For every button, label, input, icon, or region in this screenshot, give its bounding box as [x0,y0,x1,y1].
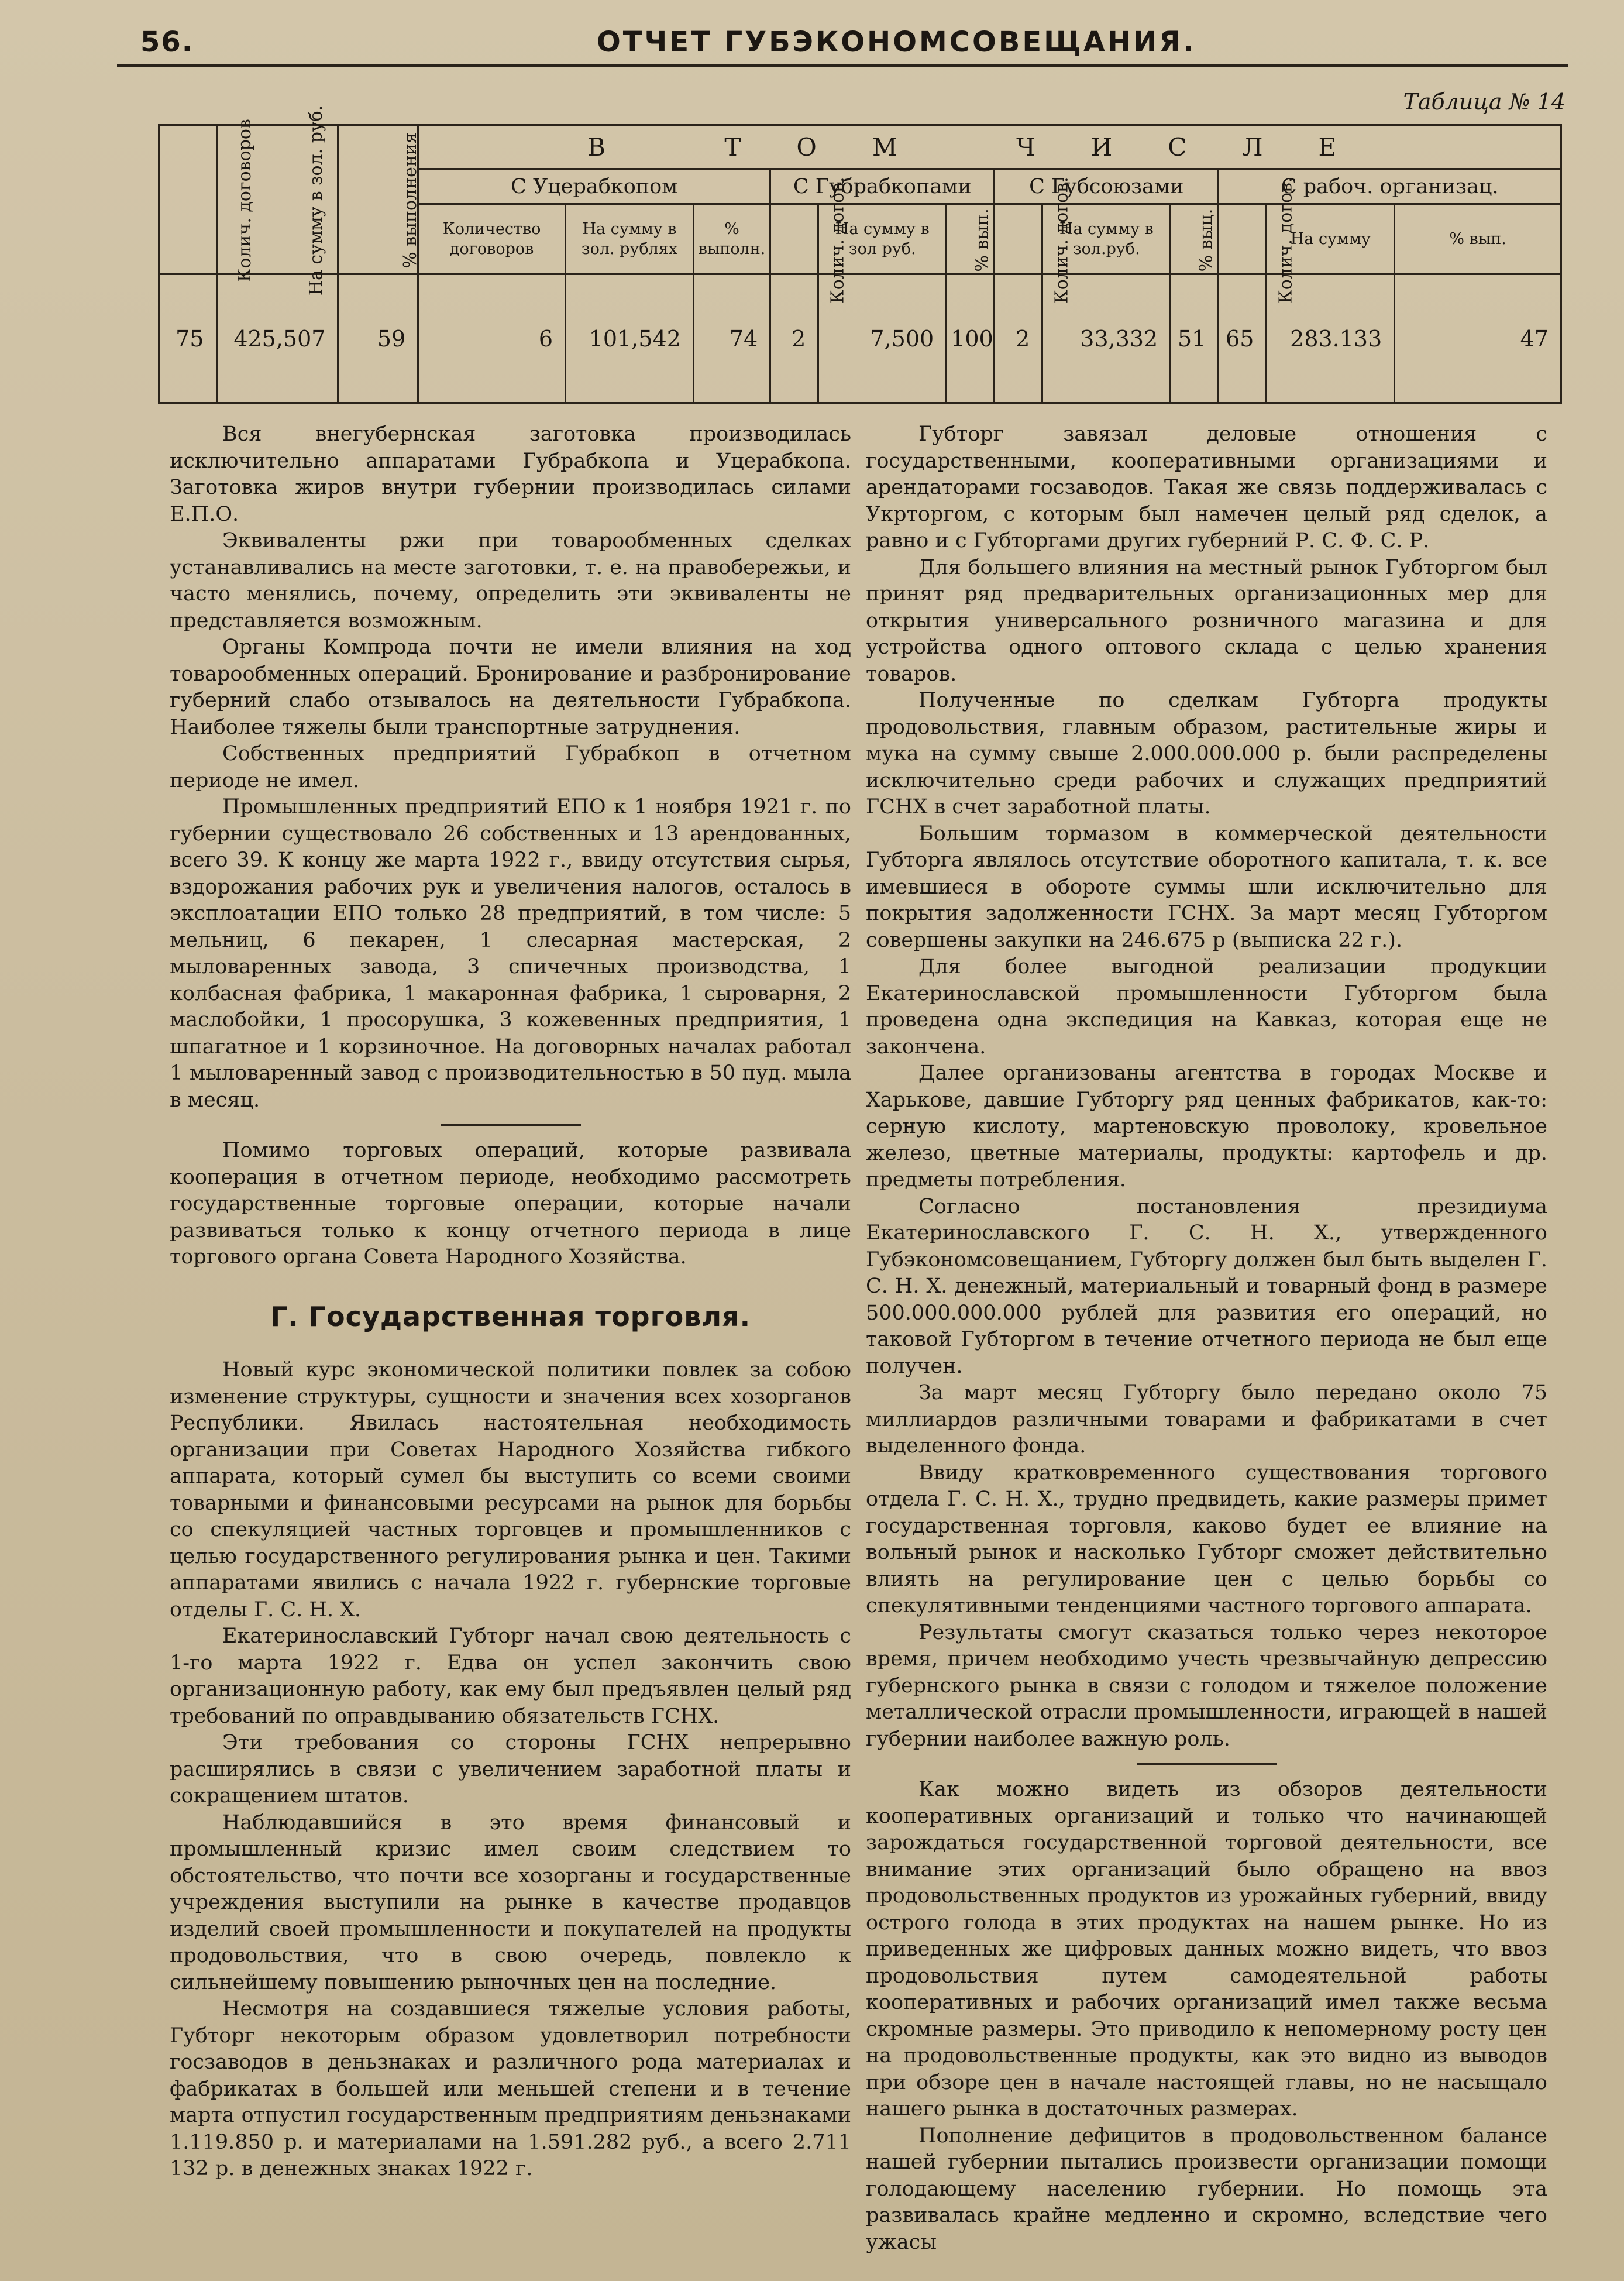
header-g1-sum: На сумму в зол. рублях [566,204,694,274]
table-cell: 2 [770,274,818,403]
paragraph: Далее организованы агентства в городах Москве и Харькове, давшие Губторгу ряд ценных фабрикатов, как-то: серную кислоту, мартеновскую проволоку, кровельное железо, цветные материалы, продукты: картофель и др. предметы потребления. [866,1062,1547,1191]
page-title: ОТЧЕТ ГУБЭКОНОМСОВЕЩАНИЯ. [597,26,1196,59]
header-g2-count: Колич. догов. [770,204,818,274]
header-group-ucerabkop: С Уцерабкопом [418,169,770,204]
table-cell: 51 [1171,274,1219,403]
page-number: 56. [140,26,194,59]
paragraph: Пополнение дефицитов в продовольственном балансе нашей губернии пытались произвести организации помощи голодающему населению губернии. Но помощь эта развивалась крайне медленно и скромно, вследствие чего ужасы [866,2124,1547,2254]
table-cell: 101,542 [566,274,694,403]
header-g4-count: Колич. догов. [1219,204,1267,274]
table-cell: 59 [338,274,418,403]
table-cell: 6 [418,274,566,403]
header-g2-sum: На сумму в зол руб. [818,204,947,274]
paragraph: Помимо торговых операций, которые развивала кооперация в отчетном периоде, необходимо рассмотреть государственные торговые операции, которые начали развиваться только к концу отчетного периода в лице торгового органа Совета Народного Хозяйства. [170,1139,851,1269]
header-g3-count: Колич. догов. [995,204,1042,274]
table-row [159,274,1561,403]
table-cell: 74 [693,274,770,403]
paragraph: Вся внегубернская заготовка производилась исключительно аппаратами Губрабкопа и Уцерабкопа. Заготовка жиров внутри губернии производилась силами Е.П.О. [170,422,851,526]
table-cell: 65 [1219,274,1267,403]
header-g1-count: Количество договоров [418,204,566,274]
contracts-table [158,105,1562,404]
paragraph: Собственных предприятий Губрабкоп в отчетном периоде не имел. [170,742,851,792]
header-group-workers-org: С рабоч. организац. [1219,169,1561,204]
header-g3-sum: На сумму в зол.руб. [1042,204,1171,274]
table-cell: 2 [995,274,1042,403]
header-contract-count: Колич. договоров [159,125,217,274]
table-caption: Таблица № 14 [1403,89,1565,115]
paragraph: Для большего влияния на местный рынок Губторгом был принят ряд предварительных организационных мер для открытия универсального розничного магазина и для устройства одного оптового склада с целью хранения товаров. [866,555,1547,686]
header-fulfillment-pct: % выполнения [338,125,418,274]
paragraph: Екатеринославский Губторг начал свою деятельность с 1-го марта 1922 г. Едва он успел закончить свою организационную работу, как ему был предъявлен целый ряд требований по оправдыванию обязательств ГСНХ. [170,1624,851,1728]
paragraph: Для более выгодной реализации продукции Екатеринославской промышленности Губторгом была проведена одна экспедиция на Кавказ, которая еще не закончена. [866,955,1547,1059]
paragraph: Результаты смогут сказаться только через некоторое время, причем необходимо учесть чрезвычайную депрессию губернского рынка в связи с голодом и тяжелое положение металлической отрасли промышленности, играющей в нашей губернии наиболее важную роль. [866,1620,1547,1751]
paragraph: Наблюдавшийся в это время финансовый и промышленный кризис имел своим следствием то обстоятельство, что почти все хозорганы и государственные учреждения выступили на рынке в качестве продавцов изделий своей промышленности и покупателей на продукты продовольствия, что в свою очередь, повлекло к сильнейшему повышению рыночных цен на последние. [170,1811,851,1994]
table-cell: 425,507 [216,274,338,403]
left-column [170,421,851,2183]
running-head [117,23,1568,67]
header-including: В ТОМ ЧИСЛЕ [418,125,1561,169]
paragraph: Эти требования со стороны ГСНХ непрерывно расширялись в связи с увеличением заработной платы и сокращением штатов. [170,1731,851,1808]
header-g1-pct: % выполн. [693,204,770,274]
paragraph: Промышленных предприятий ЕПО к 1 ноября 1921 г. по губернии существовало 26 собственных и 13 арендованных, всего 39. К концу же марта 1922 г., ввиду отсутствия сырья, вздорожания рабочих рук и увеличения налогов, осталось в эксплоатации ЕПО только 28 предприятий, в том числе: 5 мельниц, 6 пекарен, 1 слесарная мастерская, 2 мыловаренных завода, 3 спичечных производства, 1 колбасная фабрика, 1 макаронная фабрика, 1 сыроварня, 2 маслобойки, 1 просорушка, 3 кожевенных предприятия, 1 шпагатное и 1 корзиночное. На договорных началах работал 1 мыловаренный завод с производительностью в 50 пуд. мыла в месяц. [170,795,851,1112]
table-cell: 7,500 [818,274,947,403]
table-cell: 100 [947,274,995,403]
header-group-gubrabkop: С Губрабкопами [770,169,995,204]
header-total-sum: На сумму в зол. руб. [216,125,338,274]
paragraph: Эквиваленты ржи при товарообменных сделках устанавливались на месте заготовки, т. е. на правобережьи, и часто менялись, почему, определить эти эквиваленты не представляется возможным. [170,529,851,633]
stats-table [158,105,1562,404]
section-divider [1137,1763,1277,1765]
table-cell: 283.133 [1267,274,1395,403]
section-divider [441,1124,581,1126]
paragraph: Ввиду кратковременного существования торгового отдела Г. С. Н. Х., трудно предвидеть, какие размеры примет государственная торговля, каково будет ее влияние на вольный рынок и насколько Губторг сможет действительно влиять на регулирование цен с целью борьбы со спекулятивными тенденциями частного торгового аппарата. [866,1461,1547,1617]
table-cell: 47 [1395,274,1561,403]
right-column [866,421,1547,2256]
paragraph: Согласно постановления президиума Екатеринославского Г. С. Н. Х., утвержденного Губэкономсовещанием, Губторгу должен был быть выделен Г. С. Н. Х. денежный, материальный и товарный фонд в размере 500.000.000.000 рублей для развития его операций, но таковой Губторгом в течение отчетного периода не был еще получен. [866,1194,1547,1378]
paragraph: Губторг завязал деловые отношения с государственными, кооперативными организациями и арендаторами госзаводов. Такая же связь поддерживалась с Укрторгом, с которым был намечен целый ряд сделок, а равно и с Губторгами других губерний Р. С. Ф. С. Р. [866,422,1547,552]
table-cell: 33,332 [1042,274,1171,403]
paragraph: За март месяц Губторгу было передано около 75 миллиардов различными товарами и фабрикатами в счет выделенного фонда. [866,1381,1547,1458]
header-g2-pct: % вып. [947,204,995,274]
table-cell: 75 [159,274,217,403]
header-group-gubsoyuz: С Губсоюзами [995,169,1219,204]
paragraph: Полученные по сделкам Губторга продукты продовольствия, главным образом, растительные жиры и мука на сумму свыше 2.000.000.000 р. были распределены исключительно среди рабочих и служащих предприятий ГСНХ в счет заработной платы. [866,689,1547,819]
section-heading: Г. Государственная торговля. [270,1300,751,1332]
paragraph: Новый курс экономической политики повлек за собою изменение структуры, сущности и значения всех хозорганов Республики. Явилась настоятельная необходимость организации при Советах Народного Хозяйства гибкого аппарата, который сумел бы выступить со всеми своими товарными и финансовыми ресурсами на рынок для борьбы со спекуляцией частных торговцев и промышленников с целью государственного регулирования рынка и цен. Такими аппаратами явились с начала 1922 г. губернские торговые отделы Г. С. Н. Х. [170,1358,851,1622]
paragraph: Органы Компрода почти не имели влияния на ход товарообменных операций. Бронирование и разбронирование губерний слабо отзывалось на деятельности Губрабкопа. Наиболее тяжелы были транспортные затруднения. [170,635,851,739]
header-g4-pct: % вып. [1395,204,1561,274]
header-g3-pct: % выц. [1171,204,1219,274]
paragraph: Большим тормазом в коммерческой деятельности Губторга являлось отсутствие оборотного капитала, т. к. все имевшиеся в обороте суммы шли исключительно для покрытия задолженности ГСНХ. За март месяц Губторгом совершены закупки на 246.675 р (выписка 22 г.). [866,822,1547,952]
paragraph: Как можно видеть из обзоров деятельности кооперативных организаций и только что начинающей зарождаться государственной торговой деятельности, все внимание этих организаций было обращено на ввоз продовольственных продуктов из урожайных губерний, ввиду острого голода в этих продуктах на нашем рынке. Но из приведенных же цифровых данных можно видеть, что ввоз продовольствия путем самодеятельной работы кооперативных и рабочих организаций имел также весьма скромные размеры. Это приводило к непомерному росту цен на продовольственные продукты, как это видно из выводов при обзоре цен в начале настоящей главы, но не насыщало нашего рынка в достаточных размерах. [866,1778,1547,2121]
header-g4-sum: На сумму [1267,204,1395,274]
paragraph: Несмотря на создавшиеся тяжелые условия работы, Губторг некоторым образом удовлетворил потребности госзаводов в деньзнаках и различного рода материалах и фабрикатах в большей или меньшей степени и в течение марта отпустил государственным предприятиям деньзнаками 1.119.850 р. и материалами на 1.591.282 руб., а всего 2.711 132 р. в денежных знаках 1922 г. [170,1997,851,2180]
